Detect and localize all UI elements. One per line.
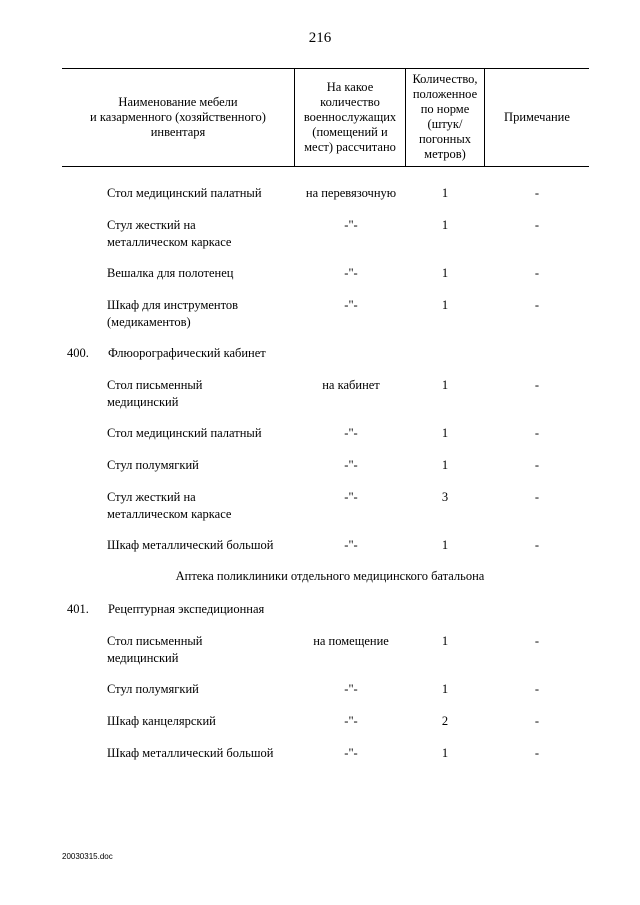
item-name: Стул жесткий на металлическом каркасе	[107, 490, 232, 521]
item-note: -	[534, 682, 540, 696]
item-quantity: 1	[441, 634, 449, 648]
section-title: Флюорографический кабинет	[108, 346, 266, 360]
item-note: -	[534, 538, 540, 552]
item-name: Шкаф канцелярский	[107, 714, 216, 728]
item-quantity: 1	[441, 298, 449, 312]
item-name: Шкаф для инструментов (медикаментов)	[107, 298, 239, 329]
item-basis: -"-	[344, 538, 358, 552]
item-quantity: 1	[441, 682, 449, 696]
item-basis: на кабинет	[322, 378, 380, 392]
item-quantity: 1	[441, 746, 449, 760]
header-quantity: Количество, положенное по норме (штук/ погонных метров)	[412, 72, 478, 161]
item-note: -	[534, 714, 540, 728]
item-basis: -"-	[344, 714, 358, 728]
item-name: Вешалка для полотенец	[107, 266, 234, 280]
header-calculated-for: На какое количество военнослужащих (помещений и мест) рассчитано	[303, 79, 397, 154]
section-title: Рецептурная экспедиционная	[108, 602, 265, 616]
item-note: -	[534, 746, 540, 760]
item-basis: -"-	[344, 298, 358, 312]
item-name: Стул полумягкий	[107, 458, 199, 472]
item-name: Стол медицинский палатный	[107, 186, 262, 200]
table-header-rule	[62, 166, 589, 167]
item-quantity: 1	[441, 458, 449, 472]
document-filename: 20030315.doc	[62, 852, 113, 861]
item-quantity: 1	[441, 426, 449, 440]
item-quantity: 1	[441, 266, 449, 280]
item-quantity: 2	[441, 714, 449, 728]
item-basis: -"-	[344, 458, 358, 472]
item-basis: -"-	[344, 682, 358, 696]
item-quantity: 1	[441, 218, 449, 232]
item-note: -	[534, 298, 540, 312]
item-name: Стол письменный медицинский	[107, 634, 203, 665]
item-note: -	[534, 490, 540, 504]
item-note: -	[534, 426, 540, 440]
item-note: -	[534, 378, 540, 392]
item-basis: -"-	[344, 426, 358, 440]
header-note: Примечание	[504, 109, 570, 124]
group-subheading: Аптека поликлиники отдельного медицинского батальона	[175, 569, 485, 583]
item-basis: на помещение	[313, 634, 389, 648]
item-note: -	[534, 186, 540, 200]
item-basis: -"-	[344, 490, 358, 504]
page-number: 216	[308, 30, 332, 46]
item-name: Стол письменный медицинский	[107, 378, 203, 409]
item-note: -	[534, 218, 540, 232]
item-quantity: 3	[441, 490, 449, 504]
item-quantity: 1	[441, 538, 449, 552]
item-basis: на перевязочную	[305, 186, 397, 200]
item-name: Шкаф металлический большой	[107, 538, 274, 552]
item-quantity: 1	[441, 186, 449, 200]
item-note: -	[534, 266, 540, 280]
item-name: Стул полумягкий	[107, 682, 199, 696]
item-basis: -"-	[344, 218, 358, 232]
section-number: 401.	[67, 602, 89, 616]
item-note: -	[534, 458, 540, 472]
item-name: Стол медицинский палатный	[107, 426, 262, 440]
item-basis: -"-	[344, 746, 358, 760]
header-item-name: Наименование мебели и казарменного (хозяйственного) инвентаря	[90, 94, 266, 139]
item-note: -	[534, 634, 540, 648]
section-number: 400.	[67, 346, 89, 360]
item-name: Стул жесткий на металлическом каркасе	[107, 218, 232, 249]
item-name: Шкаф металлический большой	[107, 746, 274, 760]
item-quantity: 1	[441, 378, 449, 392]
item-basis: -"-	[344, 266, 358, 280]
